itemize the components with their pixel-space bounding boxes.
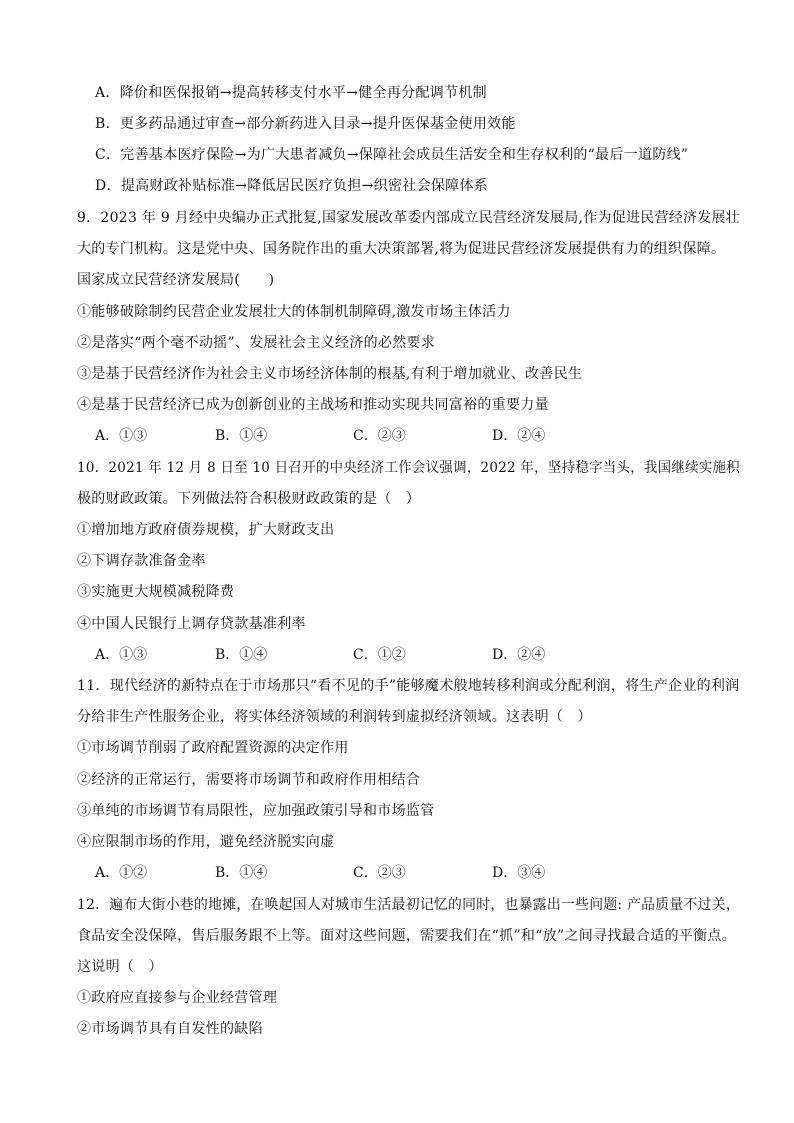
q10-option-c[interactable]: C．①② xyxy=(353,647,406,663)
q10-stem-line-1: 10．2021 年 12 月 8 日至 10 日召开的中央经济工作会议强调，2022 年，坚持稳字当头，我国继续实施积 xyxy=(77,460,740,476)
q10-option-b[interactable]: B．①④ xyxy=(215,647,268,663)
q10-option-a[interactable]: A．①③ xyxy=(95,647,148,663)
q9-stem-line-1: 9．2023 年 9 月经中央编办正式批复,国家发展改革委内部成立民营经济发展局,作为促进民营经济发展壮 xyxy=(77,210,740,226)
q8-option-a: A．降价和医保报销→提高转移支付水平→健全再分配调节机制 xyxy=(95,85,487,101)
q9-item-4: ④是基于民营经济已成为创新创业的主战场和推动实现共同富裕的重要力量 xyxy=(77,397,549,413)
q10-item-4: ④中国人民银行上调存贷款基准利率 xyxy=(77,616,306,632)
q12-stem-line-3: 这说明（ ） xyxy=(77,959,163,975)
q9-item-1: ①能够破除制约民营企业发展壮大的体制机制障碍,激发市场主体活力 xyxy=(77,304,511,320)
q9-stem-line-2: 大的专门机构。这是党中央、国务院作出的重大决策部署,将为促进民营经济发展提供有力的组织保障。 xyxy=(77,241,726,257)
q11-item-4: ④应限制市场的作用，避免经济脱实向虚 xyxy=(77,834,335,850)
q10-stem-line-2: 极的财政政策。下列做法符合积极财政政策的是（ ） xyxy=(77,491,421,507)
q10-options xyxy=(95,645,695,665)
q10-option-d[interactable]: D．②④ xyxy=(492,647,546,663)
q11-option-d[interactable]: D．③④ xyxy=(492,865,546,881)
q11-option-b[interactable]: B．①④ xyxy=(215,865,268,881)
q9-item-2: ②是落实“两个毫不动摇”、发展社会主义经济的必然要求 xyxy=(77,335,436,351)
q11-item-1: ①市场调节削弱了政府配置资源的决定作用 xyxy=(77,740,349,756)
q9-stem-line-3: 国家成立民营经济发展局( ) xyxy=(77,272,275,288)
q9-item-3: ③是基于民营经济作为社会主义市场经济体制的根基,有利于增加就业、改善民生 xyxy=(77,366,583,382)
q10-item-2: ②下调存款准备金率 xyxy=(77,553,206,569)
q8-option-d: D．提高财政补贴标准→降低居民医疗负担→织密社会保障体系 xyxy=(95,178,489,194)
q11-stem-line-1: 11．现代经济的新特点在于市场那只“看不见的手”能够魔术般地转移利润或分配利润，将生产企业的利润 xyxy=(77,678,740,694)
q9-option-b[interactable]: B．①④ xyxy=(215,428,268,444)
q11-item-3: ③单纯的市场调节有局限性，应加强政策引导和市场监管 xyxy=(77,803,435,819)
q12-item-1: ①政府应直接参与企业经营管理 xyxy=(77,990,278,1006)
q11-stem-line-2: 分给非生产性服务企业，将实体经济领域的利润转到虚拟经济领域。这表明（ ） xyxy=(77,709,592,725)
q10-item-1: ①增加地方政府债券规模，扩大财政支出 xyxy=(77,522,335,538)
q9-option-a[interactable]: A．①③ xyxy=(95,428,148,444)
q12-stem-line-1: 12．遍布大街小巷的地摊，在唤起国人对城市生活最初记忆的同时，也暴露出一些问题: 产品质量不过关， xyxy=(77,897,740,913)
q9-option-c[interactable]: C．②③ xyxy=(353,428,406,444)
q11-option-c[interactable]: C．②③ xyxy=(353,865,406,881)
q8-option-b: B．更多药品通过审查→部分新药进入目录→提升医保基金使用效能 xyxy=(95,116,516,132)
q12-item-2: ②市场调节具有自发性的缺陷 xyxy=(77,1021,263,1037)
q9-options xyxy=(95,426,695,446)
q11-option-a[interactable]: A．①② xyxy=(95,865,148,881)
q12-stem-line-2: 食品安全没保障，售后服务跟不上等。面对这些问题，需要我们在“抓”和“放”之间寻找最合适的平衡点。 xyxy=(77,928,737,944)
q9-option-d[interactable]: D．②④ xyxy=(492,428,546,444)
q11-item-2: ②经济的正常运行，需要将市场调节和政府作用相结合 xyxy=(77,772,421,788)
q11-options xyxy=(95,863,695,883)
q10-item-3: ③实施更大规模减税降费 xyxy=(77,584,235,600)
q8-option-c: C．完善基本医疗保险→为广大患者减负→保障社会成员生活安全和生存权利的“最后一道防线” xyxy=(95,147,689,163)
